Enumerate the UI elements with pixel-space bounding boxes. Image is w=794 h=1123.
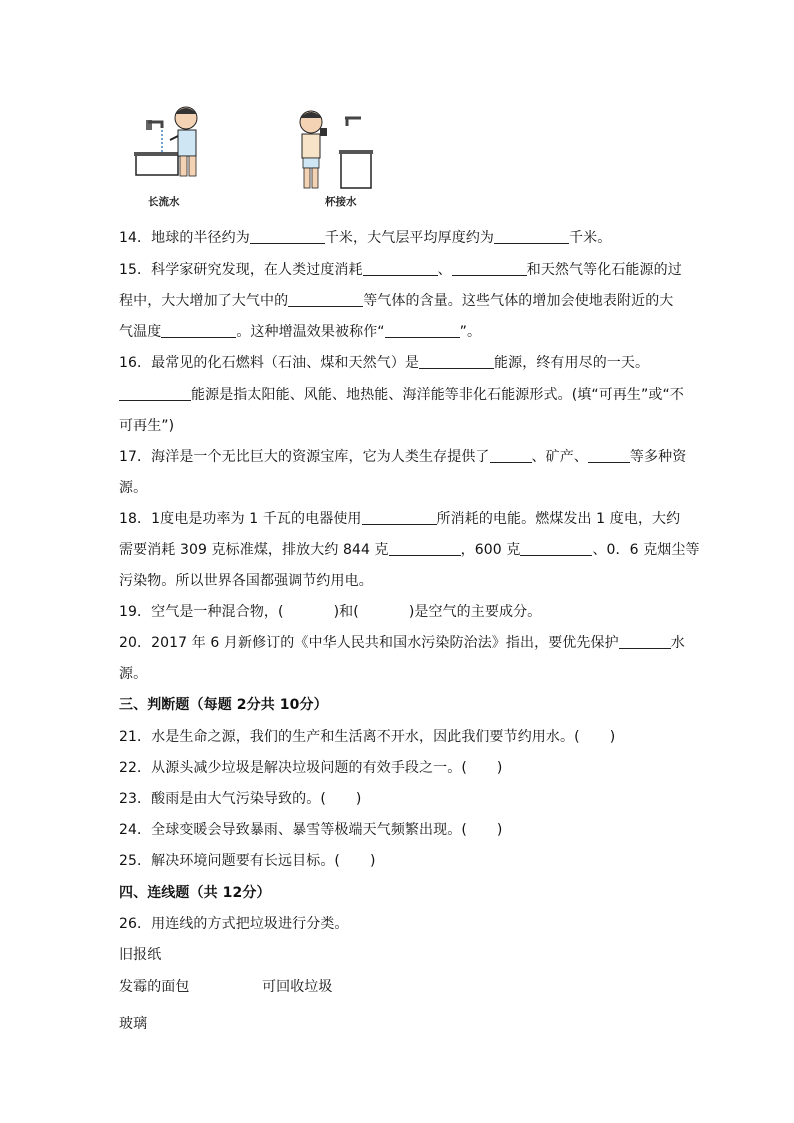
question-18-line-3 bbox=[119, 572, 373, 590]
matching-left-item[interactable]: 发霉的面包 bbox=[119, 979, 190, 995]
q21-text: 21．水是生命之源，我们的生产和生活离不开水，因此我们要节约用水。( bbox=[119, 729, 580, 745]
q16-text: 可再生”) bbox=[119, 418, 175, 434]
q20-text: 源。 bbox=[119, 666, 148, 682]
question-15-line-3 bbox=[119, 323, 481, 341]
q17-text: 、矿产、 bbox=[531, 449, 588, 465]
question-24 bbox=[119, 821, 502, 839]
q18-text: 所消耗的电能。燃煤发出 1 度电，大约 bbox=[436, 511, 681, 527]
matching-left-item[interactable]: 玻璃 bbox=[119, 1016, 148, 1032]
q15-text: 程中，大大增加了大气中的 bbox=[119, 293, 289, 309]
question-25 bbox=[119, 852, 376, 870]
question-18-line-1 bbox=[119, 510, 680, 528]
running-water-caption: 长流水 bbox=[148, 196, 180, 208]
q22-close-paren: ) bbox=[496, 760, 503, 776]
cup-water-caption: 杯接水 bbox=[325, 196, 357, 208]
q14-text-b: 千米，大气层平均厚度约为 bbox=[324, 230, 495, 246]
q18-text: 18．1度电是功率为 1 千瓦的电器使用 bbox=[119, 511, 362, 527]
q14-text-c: 千米。 bbox=[569, 230, 612, 246]
question-26: 26．用连线的方式把垃圾进行分类。 bbox=[119, 916, 349, 932]
q25-close-paren: ) bbox=[369, 853, 376, 869]
question-16-line-2 bbox=[119, 386, 684, 404]
matching-left-item[interactable]: 旧报纸 bbox=[119, 947, 162, 963]
q15-blank-1[interactable] bbox=[363, 262, 438, 276]
q15-text: 。这种增温效果被称作“ bbox=[236, 324, 385, 340]
q21-close-paren: ) bbox=[609, 729, 616, 745]
q19-text: 19．空气是一种混合物，( bbox=[119, 604, 284, 620]
q15-text: ”。 bbox=[459, 324, 482, 340]
question-18-line-2 bbox=[119, 541, 700, 559]
question-21 bbox=[119, 728, 615, 746]
question-22 bbox=[119, 759, 502, 777]
question-17-line-1 bbox=[119, 448, 686, 466]
q14-blank-atmosphere[interactable] bbox=[494, 230, 569, 244]
question-16-line-3 bbox=[119, 417, 174, 435]
question-14 bbox=[119, 229, 611, 247]
q15-text: 15．科学家研究发现，在人类过度消耗 bbox=[119, 262, 363, 278]
q15-text: 和天然气等化石能源的过 bbox=[526, 262, 682, 278]
q16-text: 16．最常见的化石燃料（石油、煤和天然气）是 bbox=[119, 355, 420, 371]
q19-text: )和( bbox=[333, 604, 359, 620]
section-4-title: 四、连线题（共 12分） bbox=[119, 885, 271, 901]
q23-text: 23．酸雨是由大气污染导致的。( bbox=[119, 791, 326, 807]
q24-close-paren: ) bbox=[496, 822, 503, 838]
q14-text-a: 14．地球的半径约为 bbox=[119, 230, 250, 246]
q15-blank-3[interactable] bbox=[288, 293, 363, 307]
q16-blank-2[interactable] bbox=[119, 387, 191, 401]
question-19 bbox=[119, 603, 541, 621]
matching-right-item[interactable]: 可回收垃圾 bbox=[262, 979, 333, 995]
q15-blank-5[interactable] bbox=[385, 324, 460, 338]
q15-blank-4[interactable] bbox=[161, 324, 236, 338]
question-16-line-1 bbox=[119, 354, 649, 372]
q25-text: 25．解决环境问题要有长远目标。( bbox=[119, 853, 340, 869]
q17-text: 等多种资 bbox=[629, 449, 687, 465]
section-3-title: 三、判断题（每题 2分共 10分） bbox=[119, 697, 328, 713]
question-15-line-2 bbox=[119, 292, 673, 310]
q15-blank-2[interactable] bbox=[452, 262, 527, 276]
q20-text: 水 bbox=[670, 635, 685, 651]
q18-blank-1[interactable] bbox=[362, 511, 437, 525]
q18-text: 需要消耗 309 克标准煤，排放大约 844 克 bbox=[119, 542, 389, 558]
cup-water-illustration bbox=[293, 100, 383, 208]
q17-text: 17．海洋是一个无比巨大的资源宝库，它为人类生存提供了 bbox=[119, 449, 490, 465]
q20-text: 20．2017 年 6 月新修订的《中华人民共和国水污染防治法》指出，要优先保护 bbox=[119, 635, 619, 651]
q17-blank-2[interactable] bbox=[588, 449, 630, 463]
question-23 bbox=[119, 790, 361, 808]
q16-text: 能源是指太阳能、风能、地热能、海洋能等非化石能源形式。(填“可再生”或“不 bbox=[191, 387, 684, 403]
question-17-line-2 bbox=[119, 479, 147, 497]
q22-text: 22．从源头减少垃圾是解决垃圾问题的有效手段之一。( bbox=[119, 760, 467, 776]
q16-blank-1[interactable] bbox=[419, 355, 494, 369]
question-15-line-1 bbox=[119, 261, 682, 279]
q19-text: )是空气的主要成分。 bbox=[408, 604, 542, 620]
q23-close-paren: ) bbox=[355, 791, 362, 807]
running-water-illustration bbox=[134, 100, 219, 208]
q18-blank-2[interactable] bbox=[389, 542, 461, 556]
q20-blank[interactable] bbox=[619, 635, 671, 649]
q15-text: 气温度 bbox=[119, 324, 162, 340]
q18-text: 、0．6 克烟尘等 bbox=[592, 542, 700, 558]
question-20-line-2 bbox=[119, 665, 147, 683]
q18-text: 污染物。所以世界各国都强调节约用电。 bbox=[119, 573, 373, 589]
illustration-row bbox=[128, 100, 428, 215]
q18-text: ，600 克 bbox=[460, 542, 521, 558]
q17-blank-1[interactable] bbox=[490, 449, 532, 463]
q16-text: 能源，终有用尽的一天。 bbox=[494, 355, 650, 371]
q15-text: 等气体的含量。这些气体的增加会使地表附近的大 bbox=[363, 293, 674, 309]
question-20-line-1 bbox=[119, 634, 685, 652]
q17-text: 源。 bbox=[119, 480, 148, 496]
q15-text: 、 bbox=[437, 262, 452, 278]
q18-blank-3[interactable] bbox=[520, 542, 592, 556]
q24-text: 24．全球变暖会导致暴雨、暴雪等极端天气频繁出现。( bbox=[119, 822, 467, 838]
q14-blank-radius[interactable] bbox=[250, 230, 325, 244]
